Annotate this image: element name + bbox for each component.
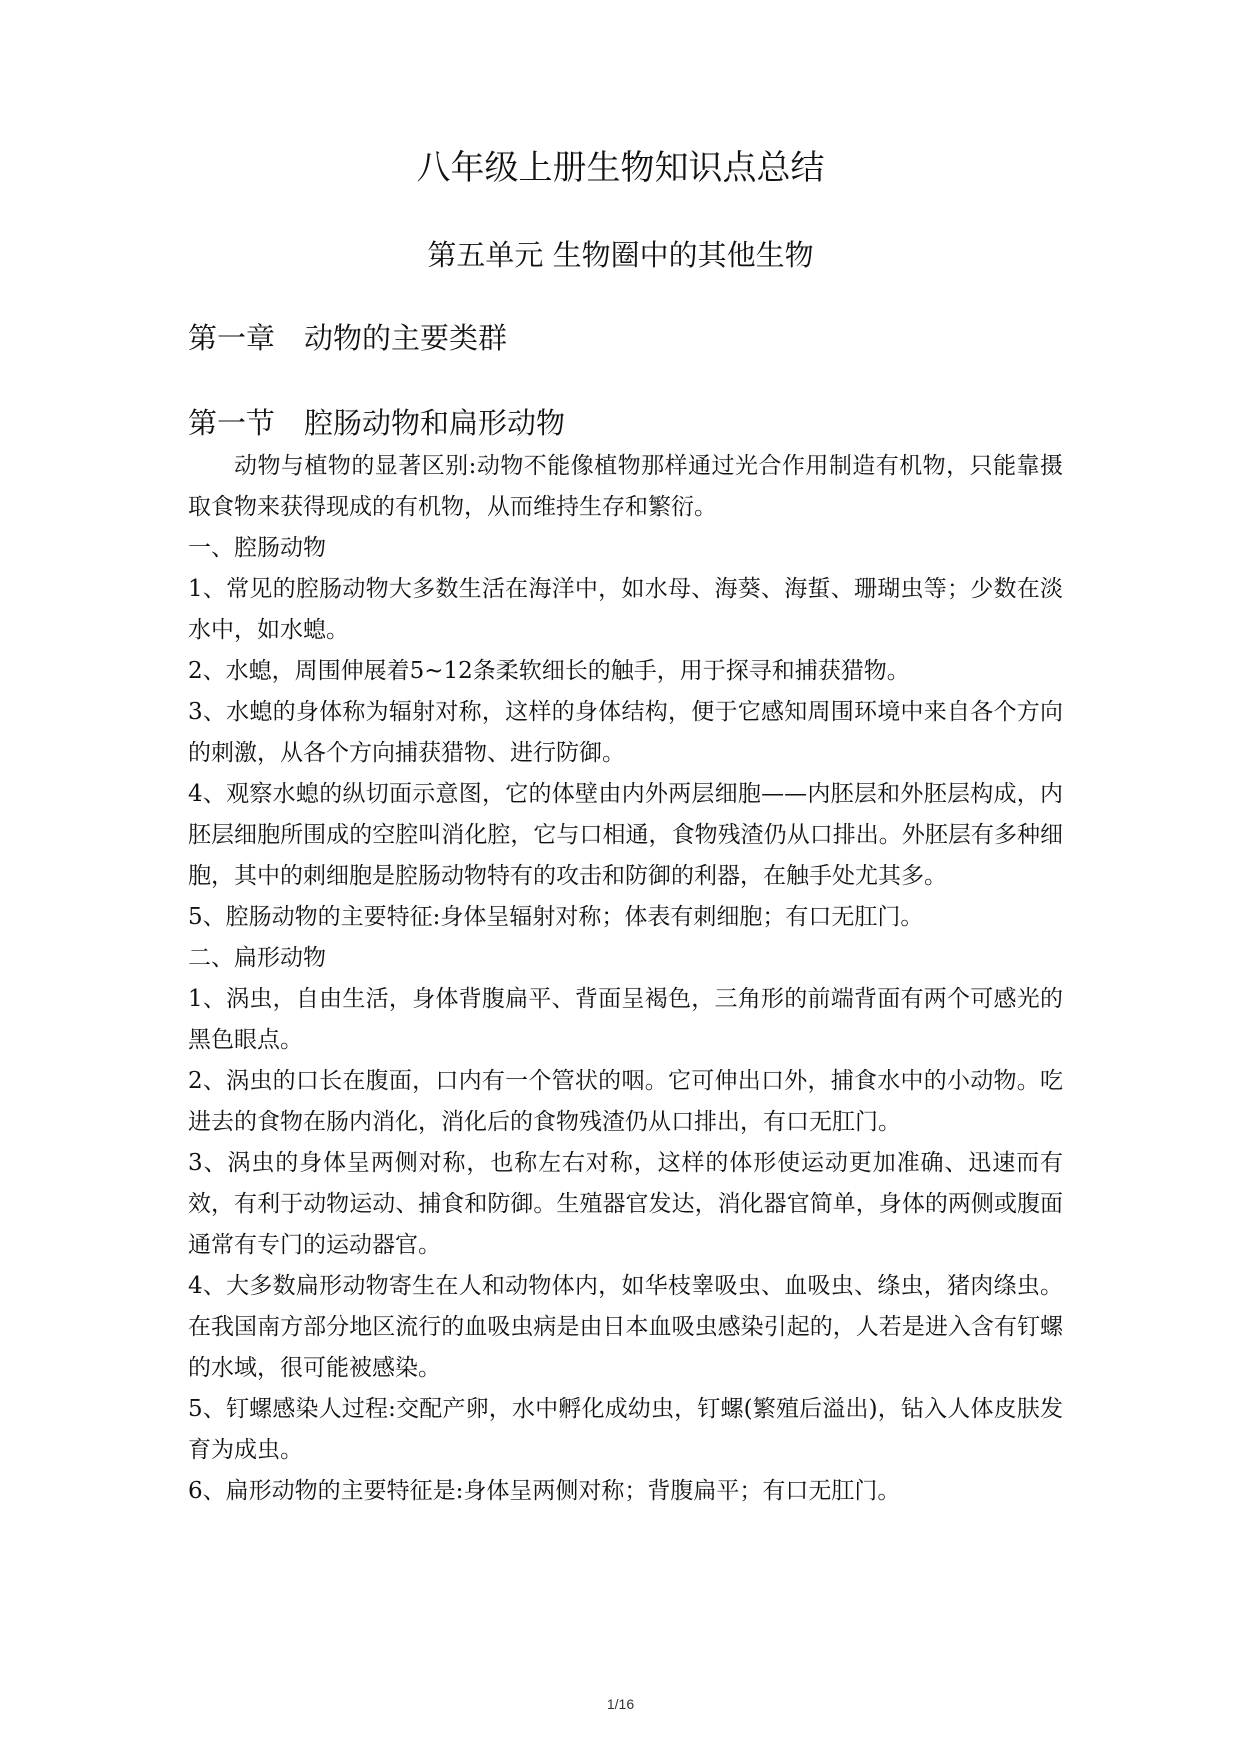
list-item: 3、水螅的身体称为辐射对称，这样的身体结构，便于它感知周围环境中来自各个方向的刺激，从各个方向捕获猎物、进行防御。 xyxy=(188,699,1063,766)
list-item: 4、观察水螅的纵切面示意图，它的体壁由内外两层细胞——内胚层和外胚层构成，内胚层细胞所围成的空腔叫消化腔，它与口相通，食物残渣仍从口排出。外胚层有多种细胞，其中的刺细胞是腔肠动物特有的攻击和防御的利器，在触手处尤其多。 xyxy=(188,781,1063,889)
list-item: 5、腔肠动物的主要特征:身体呈辐射对称；体表有刺细胞；有口无肛门。 xyxy=(188,904,924,930)
list-item: 2、水螅，周围伸展着5~12条柔软细长的触手，用于探寻和捕获猎物。 xyxy=(188,658,910,684)
section-heading: 第一节 腔肠动物和扁形动物 xyxy=(188,406,566,440)
list-item: 3、涡虫的身体呈两侧对称，也称左右对称，这样的体形使运动更加准确、迅速而有效，有利于动物运动、捕食和防御。生殖器官发达，消化器官简单，身体的两侧或腹面通常有专门的运动器官。 xyxy=(188,1150,1063,1258)
part2-heading: 二、扁形动物 xyxy=(188,945,326,971)
list-item: 5、钉螺感染人过程:交配产卵，水中孵化成幼虫，钉螺(繁殖后溢出)，钻入人体皮肤发育为成虫。 xyxy=(188,1396,1063,1463)
list-item: 1、常见的腔肠动物大多数生活在海洋中，如水母、海葵、海蜇、珊瑚虫等；少数在淡水中，如水螅。 xyxy=(188,576,1063,643)
unit-heading: 第五单元 生物圈中的其他生物 xyxy=(427,238,814,272)
list-item: 1、涡虫，自由生活，身体背腹扁平、背面呈褐色，三角形的前端背面有两个可感光的黑色眼点。 xyxy=(188,986,1063,1053)
chapter-heading: 第一章 动物的主要类群 xyxy=(188,321,508,355)
part1-heading: 一、腔肠动物 xyxy=(188,535,326,561)
document-title: 八年级上册生物知识点总结 xyxy=(416,148,825,188)
list-item: 4、大多数扁形动物寄生在人和动物体内，如华枝睾吸虫、血吸虫、绦虫，猪肉绦虫。在我国南方部分地区流行的血吸虫病是由日本血吸虫感染引起的，人若是进入含有钉螺的水域，很可能被感染。 xyxy=(188,1273,1063,1381)
list-item: 6、扁形动物的主要特征是:身体呈两侧对称；背腹扁平；有口无肛门。 xyxy=(188,1478,901,1504)
page-number: 1/16 xyxy=(606,1696,635,1712)
list-item: 2、涡虫的口长在腹面，口内有一个管状的咽。它可伸出口外，捕食水中的小动物。吃进去的食物在肠内消化，消化后的食物残渣仍从口排出，有口无肛门。 xyxy=(188,1068,1063,1135)
body-text xyxy=(188,446,1063,1512)
intro-paragraph: 动物与植物的显著区别:动物不能像植物那样通过光合作用制造有机物，只能靠摄取食物来获得现成的有机物，从而维持生存和繁衍。 xyxy=(188,453,1063,520)
